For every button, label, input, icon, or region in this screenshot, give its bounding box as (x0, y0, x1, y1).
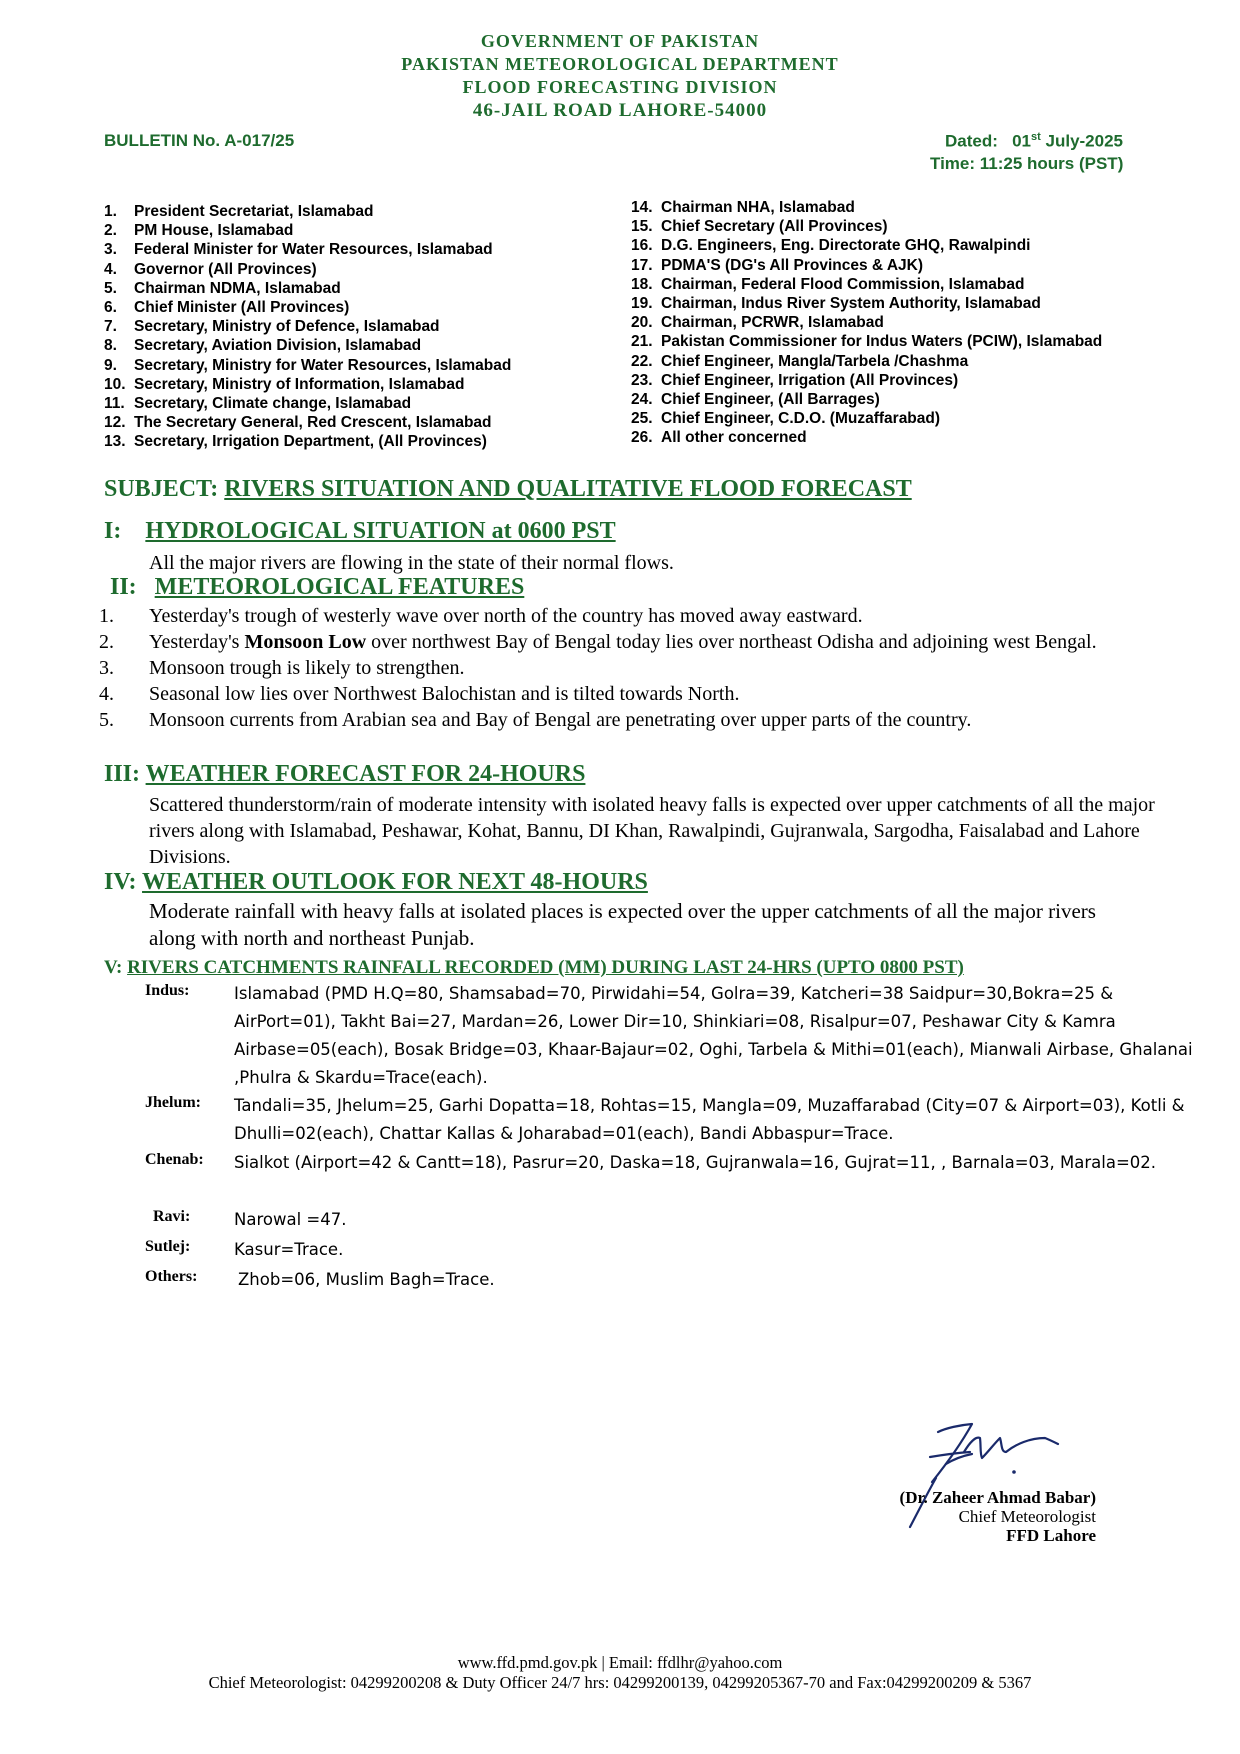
section-2-title: METEOROLOGICAL FEATURES (154, 574, 525, 600)
rainfall-label: Ravi: (153, 1208, 191, 1225)
distribution-item-number: 5. (104, 279, 117, 297)
distribution-item (631, 236, 1102, 255)
distribution-item-text: Chief Engineer, Mangla/Tarbela /Chashma (661, 352, 969, 370)
rainfall-values: Tandali=35, Jhelum=25, Garhi Dopatta=18, Rohtas=15, Mangla=09, Muzaffarabad (City=07 & Airport=03), Kotli & Dhulli=02(each), Chattar Kallas & Joharabad=01(each), Bandi Abbaspur=Trace. (234, 1096, 1185, 1143)
distribution-item-number: 23. (631, 371, 653, 389)
section-5-num: V: (104, 957, 123, 978)
dated-label: Dated: (945, 131, 998, 151)
signatory-name: (Dr. Zaheer Ahmad Babar) (899, 1488, 1096, 1507)
distribution-item-text: Chairman NHA, Islamabad (661, 199, 855, 216)
dated-day: 01 (1012, 131, 1031, 151)
distribution-item-text: Secretary, Irrigation Department, (All Provinces) (134, 433, 487, 451)
section-3-num: III: (104, 761, 141, 787)
section-2-heading (104, 574, 524, 601)
section-4-text: Moderate rainfall with heavy falls at isolated places is expected over the upper catchments of all the major rivers along with north and northeast Punjab. (149, 899, 1096, 950)
distribution-item-text: Secretary, Climate change, Islamabad (134, 394, 412, 412)
distribution-item (631, 332, 1102, 351)
distribution-item (631, 217, 1102, 236)
feature-text: Seasonal low lies over Northwest Balochistan and is tilted towards North. (149, 683, 740, 705)
header-division: FLOOD FORECASTING DIVISION (462, 77, 778, 97)
distribution-item-text: Chairman, Indus River System Authority, Islamabad (661, 294, 1041, 312)
distribution-list-left (104, 202, 511, 451)
distribution-item-number: 22. (631, 352, 653, 370)
distribution-item-text: Pakistan Commissioner for Indus Waters (PCIW), Islamabad (661, 333, 1103, 351)
distribution-item-number: 18. (631, 275, 653, 293)
distribution-item-text: Chief Engineer, Irrigation (All Provinces) (661, 371, 959, 389)
distribution-item-text: Chairman, PCRWR, Islamabad (661, 314, 884, 332)
distribution-item (104, 298, 511, 317)
distribution-item-text: Secretary, Ministry for Water Resources, Islamabad (134, 356, 512, 374)
distribution-item (631, 390, 1102, 409)
distribution-item-number: 4. (104, 260, 117, 278)
rainfall-label: Jhelum: (145, 1094, 201, 1111)
distribution-item-text: Chief Engineer, C.D.O. (Muzaffarabad) (661, 410, 941, 428)
signatory-designation: Chief Meteorologist (958, 1507, 1096, 1526)
distribution-item-number: 8. (104, 337, 117, 355)
distribution-item (104, 413, 511, 432)
dated-sup: st (1031, 131, 1041, 143)
distribution-item-number: 25. (631, 410, 653, 428)
distribution-item-number: 21. (631, 333, 653, 351)
distribution-item (631, 198, 1102, 217)
feature-number: 1. (99, 605, 114, 627)
distribution-item (631, 428, 1102, 447)
distribution-item-text: All other concerned (661, 429, 807, 447)
section-1-num: I: (104, 518, 122, 544)
distribution-item (104, 279, 511, 298)
meteorological-feature-item (99, 681, 1149, 707)
distribution-item (631, 371, 1102, 390)
feature-emphasis: Monsoon Low (244, 631, 367, 653)
meteorological-feature-item (99, 707, 1149, 733)
section-4-num: IV: (104, 869, 137, 895)
distribution-item-number: 19. (631, 294, 653, 312)
subject-label: SUBJECT: (104, 476, 219, 502)
distribution-item-text: Chief Minister (All Provinces) (134, 298, 350, 316)
distribution-item (631, 409, 1102, 428)
distribution-item-number: 11. (104, 394, 125, 412)
distribution-item (104, 260, 511, 279)
distribution-item-number: 14. (631, 199, 653, 216)
meteorological-features-list (99, 603, 1149, 733)
distribution-item-text: The Secretary General, Red Crescent, Islamabad (134, 414, 492, 432)
meteorological-feature-item (99, 629, 1149, 655)
footer-phones: Chief Meteorologist: 04299200208 & Duty Officer 24/7 hrs: 04299200139, 04299205367-70 and Fax:04299200209 & 5367 (208, 1673, 1032, 1692)
distribution-item (104, 356, 511, 375)
distribution-item (104, 394, 511, 413)
distribution-item-text: Chairman, Federal Flood Commission, Islamabad (661, 275, 1025, 293)
distribution-item (104, 202, 511, 221)
header-address: 46-JAIL ROAD LAHORE-54000 (472, 100, 768, 121)
distribution-item-number: 1. (104, 203, 117, 220)
distribution-item (631, 256, 1102, 275)
distribution-item (631, 313, 1102, 332)
distribution-item-text: Federal Minister for Water Resources, Islamabad (134, 241, 493, 259)
rainfall-label: Indus: (145, 982, 190, 999)
feature-number: 4. (99, 683, 114, 705)
distribution-item-number: 17. (631, 256, 653, 274)
distribution-item (104, 336, 511, 355)
distribution-item-number: 13. (104, 433, 126, 451)
rainfall-label: Sutlej: (145, 1238, 191, 1255)
distribution-item (104, 432, 511, 451)
distribution-list-right (631, 198, 1102, 447)
section-1-text: All the major rivers are flowing in the state of their normal flows. (149, 552, 674, 574)
distribution-item-number: 15. (631, 218, 653, 236)
rainfall-values: Kasur=Trace. (234, 1240, 344, 1259)
feature-text: Yesterday's trough of westerly wave over north of the country has moved away eastward. (149, 605, 863, 627)
distribution-item-text: D.G. Engineers, Eng. Directorate GHQ, Rawalpindi (661, 237, 1031, 255)
distribution-item (631, 294, 1102, 313)
feature-text: Monsoon trough is likely to strengthen. (149, 657, 465, 679)
distribution-item (631, 352, 1102, 371)
section-4-title: WEATHER OUTLOOK FOR NEXT 48-HOURS (142, 869, 648, 895)
section-5-heading (104, 957, 964, 979)
distribution-item (104, 240, 511, 259)
feature-number: 3. (99, 657, 114, 679)
distribution-item-number: 12. (104, 414, 126, 432)
section-1-heading (104, 518, 616, 545)
feature-number: 5. (99, 709, 114, 731)
bulletin-date (945, 131, 1123, 152)
footer-contact: www.ffd.pmd.gov.pk | Email: ffdlhr@yahoo.com (457, 1653, 783, 1672)
distribution-item-text: Secretary, Ministry of Defence, Islamabad (134, 318, 440, 336)
rainfall-label: Others: (145, 1268, 198, 1285)
distribution-item-text: President Secretariat, Islamabad (134, 203, 374, 220)
subject-line (104, 476, 912, 503)
distribution-item-number: 24. (631, 390, 653, 408)
distribution-item-number: 9. (104, 356, 117, 374)
bulletin-number: BULLETIN No. A-017/25 (104, 131, 295, 150)
section-2-num: II: (110, 574, 137, 600)
section-3-text: Scattered thunderstorm/rain of moderate intensity with isolated heavy falls is expected over upper catchments of all the major rivers along with Islamabad, Peshawar, Kohat, Bannu, DI Khan, Rawalpindi, Gujranwala, Sargodha, Faisalabad and Lahore Divisions. (149, 794, 1155, 868)
feature-text: Monsoon currents from Arabian sea and Bay of Bengal are penetrating over upper parts of the country. (149, 709, 972, 731)
distribution-item-number: 26. (631, 429, 653, 447)
distribution-item-text: Secretary, Aviation Division, Islamabad (134, 337, 422, 355)
distribution-item-text: PM House, Islamabad (134, 222, 294, 240)
signatory-office: FFD Lahore (1006, 1526, 1096, 1545)
feature-text: Yesterday's (149, 631, 245, 653)
rainfall-label: Chenab: (145, 1151, 204, 1168)
distribution-item-number: 3. (104, 241, 117, 259)
distribution-item (104, 317, 511, 336)
section-4-heading (104, 869, 648, 896)
distribution-item-text: Chairman NDMA, Islamabad (134, 279, 341, 297)
rainfall-values: Sialkot (Airport=42 & Cantt=18), Pasrur=20, Daska=18, Gujranwala=16, Gujrat=11, , Barnala=03, Marala=02. (234, 1153, 1157, 1172)
distribution-item-number: 7. (104, 318, 117, 336)
rainfall-values: Islamabad (PMD H.Q=80, Shamsabad=70, Pirwidahi=54, Golra=39, Katcheri=38 Saidpur=30,Bokra=25 & AirPort=01), Takht Bai=27, Mardan=26, Lower Dir=10, Shinkiari=08, Risalpur=07, Peshawar City & Kamra Airbase=05(each), Bosak Bridge=03, Khaar-Bajaur=02, Oghi, Tarbela & Mithi=01(each), Mianwali Airbase, Ghalanai ,Phulra & Skardu=Trace(each). (234, 984, 1193, 1087)
rainfall-values: Zhob=06, Muslim Bagh=Trace. (238, 1270, 495, 1289)
subject-title: RIVERS SITUATION AND QUALITATIVE FLOOD FORECAST (224, 476, 912, 502)
header-government: GOVERNMENT OF PAKISTAN (480, 31, 760, 51)
header-department: PAKISTAN METEOROLOGICAL DEPARTMENT (401, 54, 839, 74)
distribution-item-number: 10. (104, 375, 126, 393)
distribution-item-text: Chief Secretary (All Provinces) (661, 218, 888, 236)
section-3-title: WEATHER FORECAST FOR 24-HOURS (145, 761, 586, 787)
distribution-item-number: 6. (104, 298, 117, 316)
distribution-item-text: PDMA'S (DG's All Provinces & AJK) (661, 256, 924, 274)
distribution-item-number: 20. (631, 314, 653, 332)
distribution-item-text: Secretary, Ministry of Information, Islamabad (134, 375, 465, 393)
distribution-item-text: Governor (All Provinces) (134, 260, 317, 278)
meteorological-feature-item (99, 603, 1149, 629)
feature-text: over northwest Bay of Bengal today lies over northeast Odisha and adjoining west Bengal. (366, 631, 1097, 653)
distribution-item (104, 221, 511, 240)
dated-rest: July-2025 (1040, 131, 1124, 151)
bulletin-time: Time: 11:25 hours (PST) (930, 154, 1124, 173)
distribution-item (631, 275, 1102, 294)
section-3-heading (104, 761, 585, 788)
distribution-item-text: Chief Engineer, (All Barrages) (661, 390, 880, 408)
feature-number: 2. (99, 631, 114, 653)
section-1-title: HYDROLOGICAL SITUATION at 0600 PST (145, 518, 616, 544)
distribution-item (104, 375, 511, 394)
distribution-item-number: 2. (104, 222, 117, 240)
rainfall-values: Narowal =47. (234, 1210, 347, 1229)
section-5-title: RIVERS CATCHMENTS RAINFALL RECORDED (MM) DURING LAST 24-HRS (UPTO 0800 PST) (127, 957, 964, 978)
distribution-item-number: 16. (631, 237, 653, 255)
meteorological-feature-item (99, 655, 1149, 681)
